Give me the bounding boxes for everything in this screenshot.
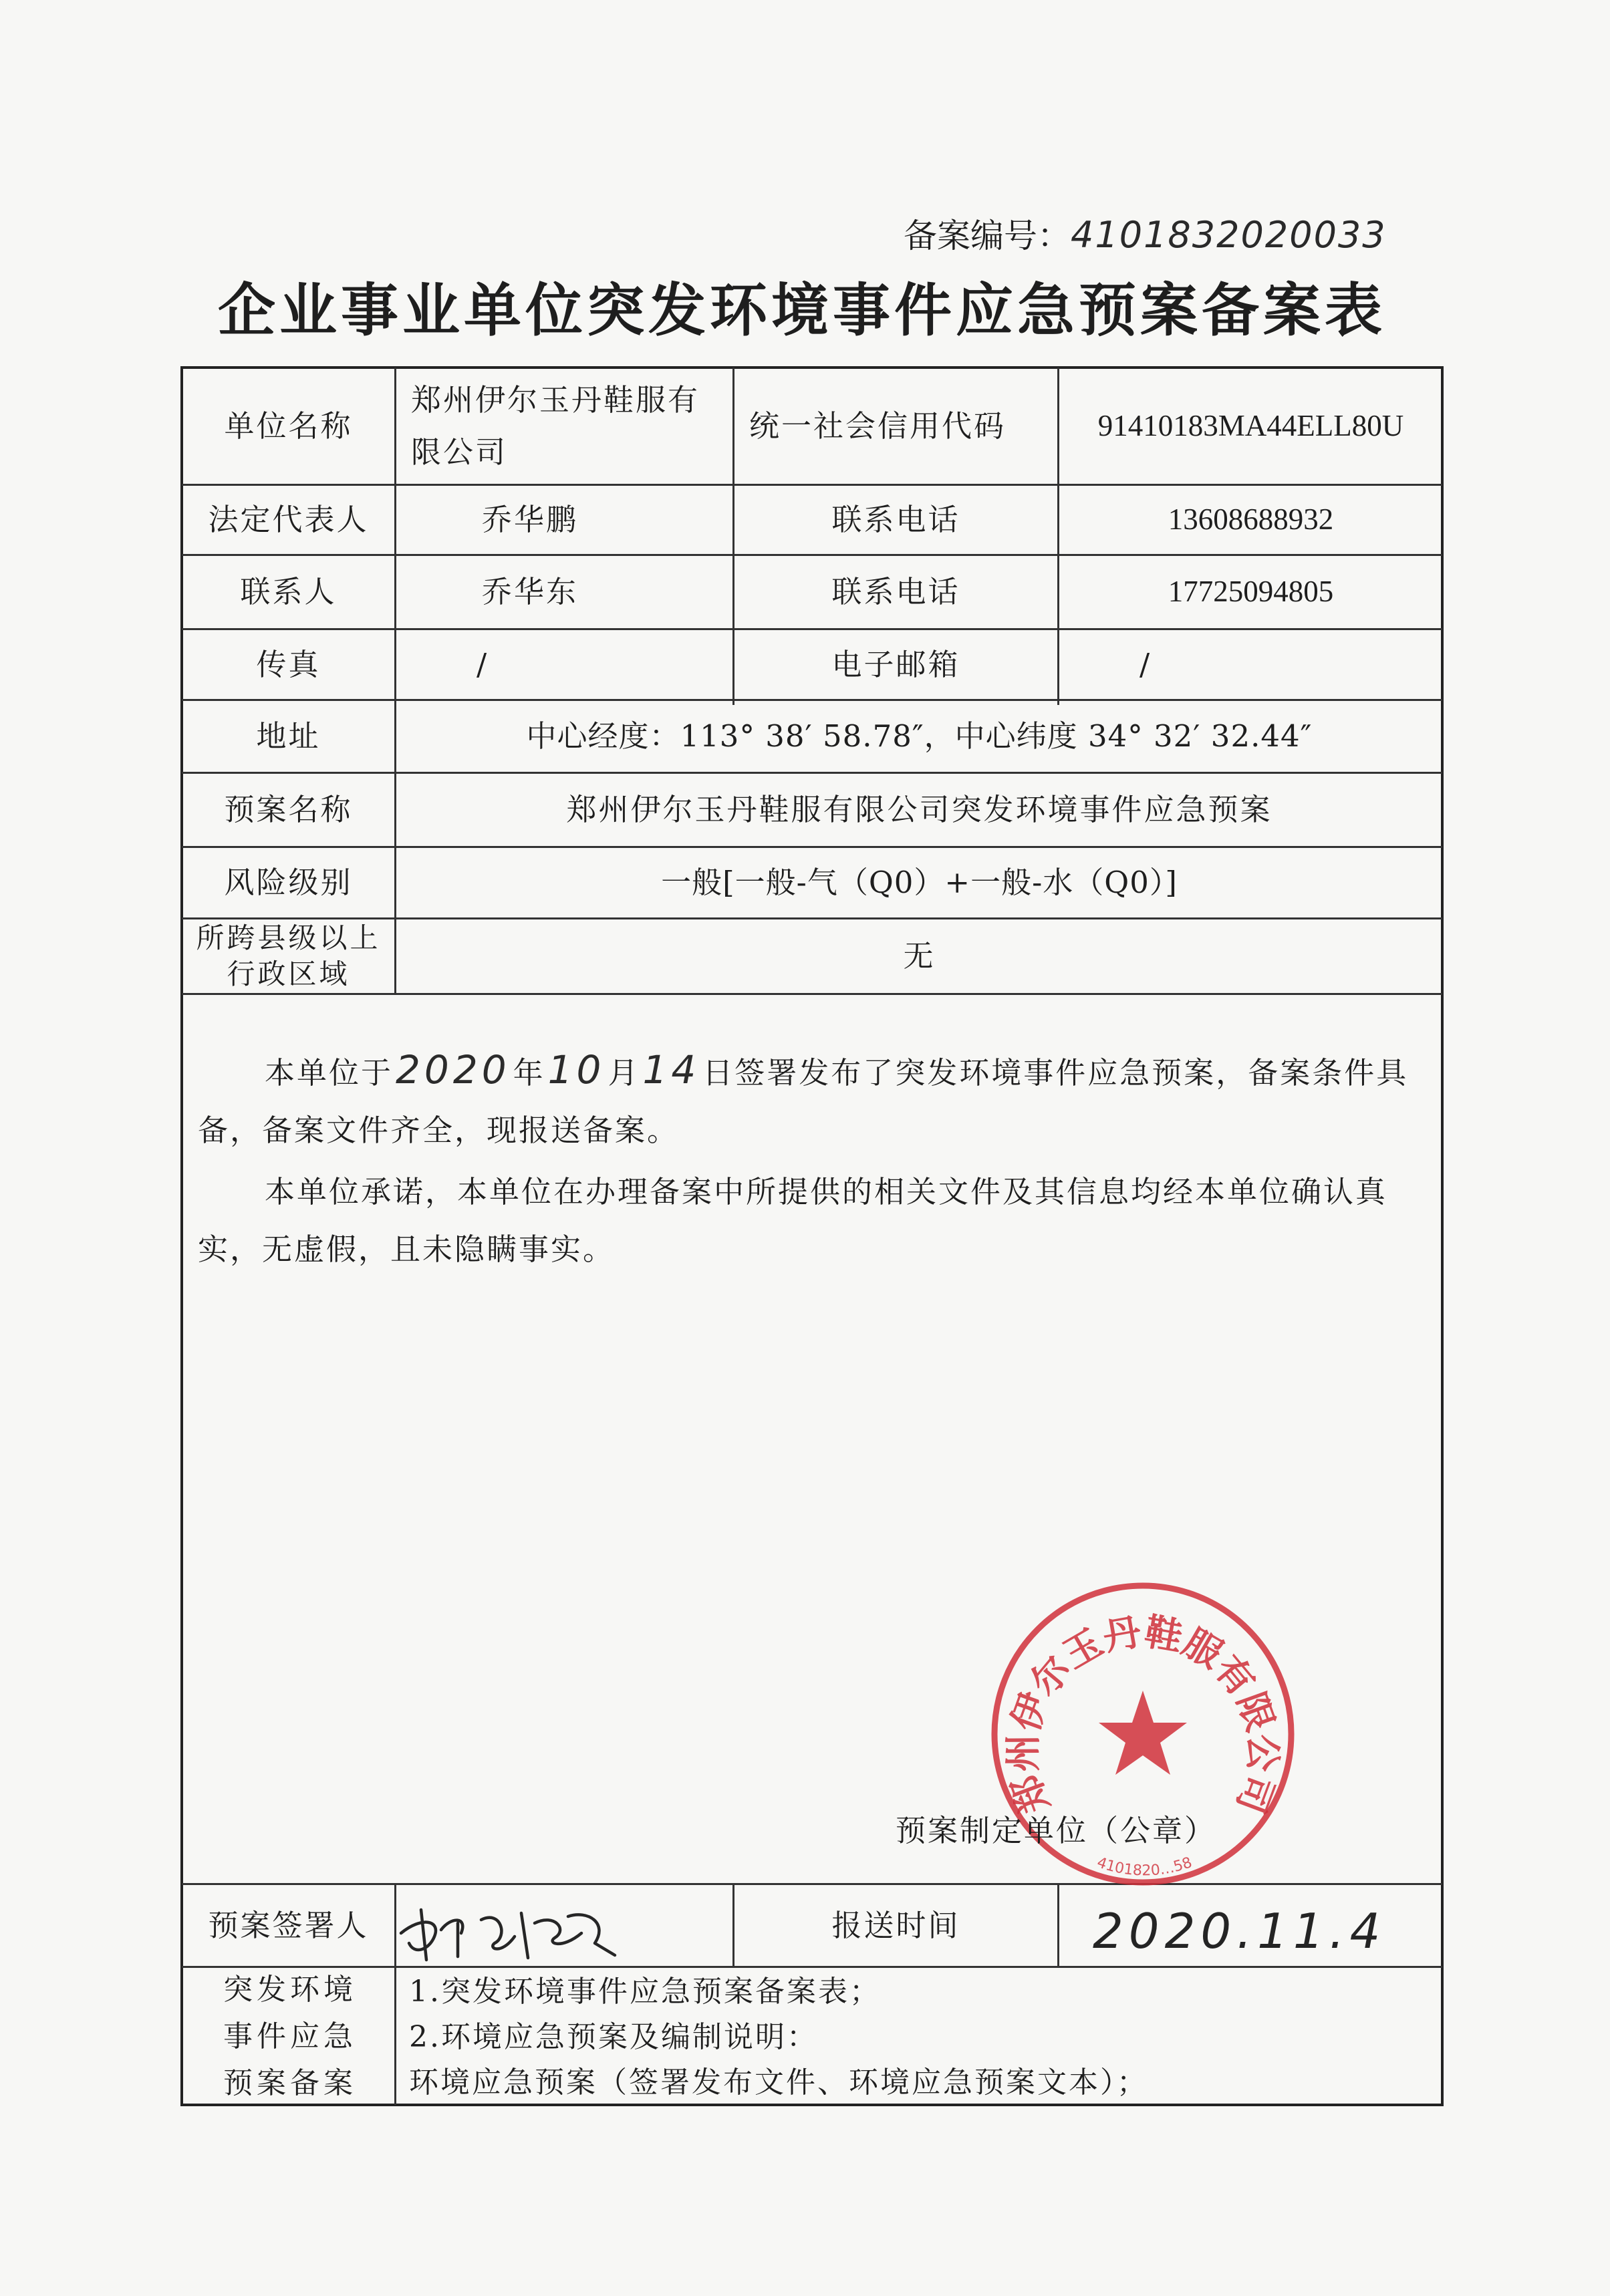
- signer-signature: [394, 1896, 622, 1963]
- fax-value: /: [477, 646, 489, 682]
- document-title: 企业事业单位突发环境事件应急预案备案表: [218, 277, 1386, 344]
- declaration-month: 10: [547, 1047, 606, 1093]
- filing-number-value: 4101832020033: [1071, 214, 1387, 256]
- declaration-text: [198, 1041, 1438, 1278]
- column-divider: [1057, 1883, 1059, 1966]
- plan-name-value: 郑州伊尔玉丹鞋服有限公司突发环境事件应急预案: [566, 792, 1272, 828]
- address-label: 地址: [256, 718, 321, 754]
- credit-code-value: 91410183MA44ELL80U: [1097, 409, 1404, 443]
- declaration-suffix: 日签署发布了突发环境事件应急预案，备案条件具备，备案文件齐全，现报送备案。: [198, 1055, 1409, 1148]
- legal-representative-value: 乔华鹏: [481, 502, 578, 538]
- declaration-prefix: 本单位于: [265, 1055, 394, 1091]
- row-divider: [182, 1966, 1442, 1968]
- declaration-year-unit: 年: [513, 1055, 545, 1091]
- risk-level-value: 一般[一般-气（Q0）+一般-水（Q0）]: [661, 865, 1178, 901]
- seal-code: 4101820…58: [1095, 1854, 1194, 1880]
- declaration-paragraph-2: 本单位承诺，本单位在办理备案中所提供的相关文件及其信息均经本单位确认真实，无虚假，且未隐瞒事实。: [198, 1174, 1388, 1267]
- filing-number: [904, 208, 1387, 262]
- declaration-month-unit: 月: [608, 1055, 640, 1091]
- plan-name-label: 预案名称: [224, 792, 353, 828]
- unit-name-label: 单位名称: [224, 408, 353, 444]
- filing-number-label: 备案编号：: [904, 217, 1071, 255]
- contact-value: 乔华东: [481, 574, 578, 610]
- submit-time-value: 2020.11.4: [1093, 1903, 1386, 1959]
- signer-label: 预案签署人: [208, 1907, 369, 1943]
- unit-name-value: 郑州伊尔玉丹鞋服有限公司: [411, 382, 700, 470]
- row-divider: [182, 993, 1442, 995]
- submit-time-label: 报送时间: [831, 1907, 960, 1943]
- phone-value-2: 17725094805: [1168, 575, 1334, 609]
- region-label: 所跨县级以上行政区域: [196, 921, 381, 990]
- seal-caption: 预案制定单位（公章）: [896, 1813, 1217, 1849]
- risk-level-label: 风险级别: [224, 865, 353, 901]
- declaration-year: 2020: [396, 1047, 511, 1093]
- seal-star-icon: [1099, 1691, 1187, 1775]
- attachments-label: 突发环境事件应急预案备案: [223, 1972, 357, 2100]
- legal-representative-label: 法定代表人: [208, 502, 369, 538]
- email-value: /: [1139, 646, 1152, 682]
- credit-code-label: 统一社会信用代码: [749, 408, 1007, 444]
- email-label: 电子邮箱: [831, 646, 960, 682]
- seal-text: 郑州伊尔玉丹鞋服有限公司: [1001, 1610, 1285, 1820]
- fax-label: 传真: [256, 646, 321, 682]
- contact-label: 联系人: [240, 574, 337, 610]
- region-value: 无: [903, 938, 936, 974]
- attachment-item: 2.环境应急预案及编制说明：: [409, 2020, 818, 2054]
- phone-value-1: 13608688932: [1168, 503, 1334, 537]
- attachment-item: 环境应急预案（签署发布文件、环境应急预案文本）；: [409, 2065, 1148, 2100]
- phone-label-1: 联系电话: [831, 502, 960, 538]
- phone-label-2: 联系电话: [831, 574, 960, 610]
- address-value: 中心经度：113° 38′ 58.78″，中心纬度 34° 32′ 32.44″: [526, 718, 1313, 754]
- attachment-item: 1.突发环境事件应急预案备案表；: [409, 1975, 881, 2009]
- declaration-paragraph-1: [198, 1041, 1438, 1159]
- declaration-day: 14: [642, 1047, 700, 1093]
